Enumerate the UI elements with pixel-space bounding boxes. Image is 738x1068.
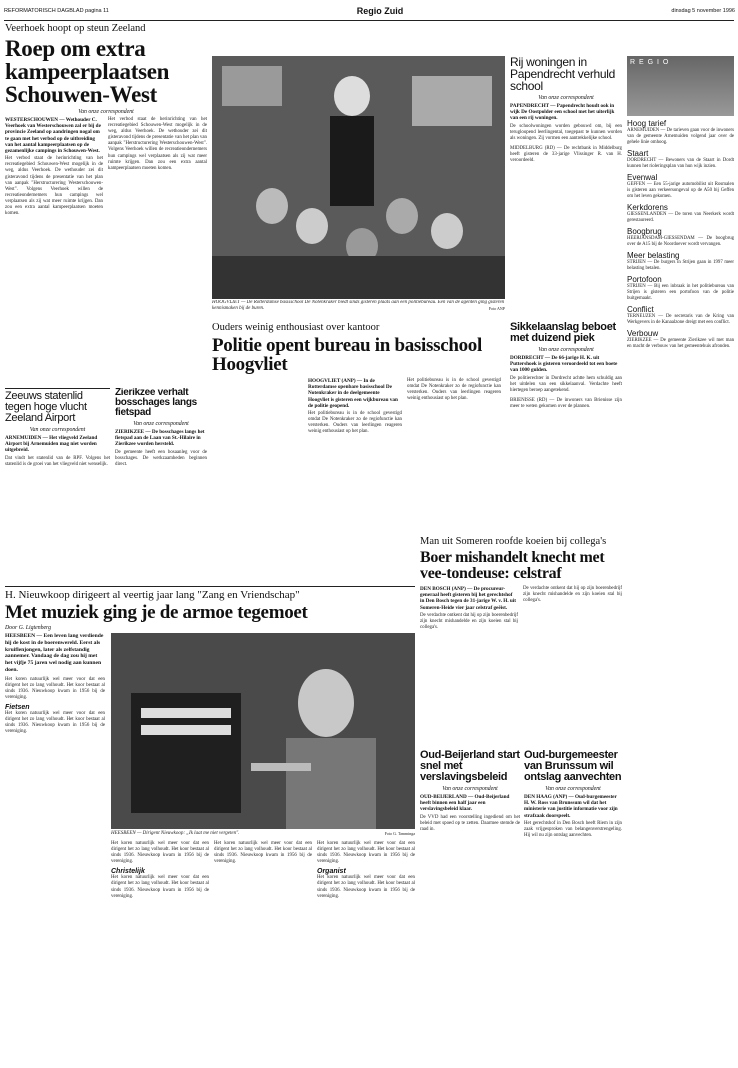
- caption-text: HOOGVLIET — De Rotterdamse basisschool De Notenkraker biedt sinds gisteren plaats aan een politiebureau. Een van de agenten ging gisteren kennismaken bij de buren.: [212, 300, 505, 311]
- article-body: Het gerechtshof in Den Bosch heeft Riem in zijn zaak vrijgesproken van belangenverstrengeling. Hij wil nu zijn ontslag aanvechten.: [524, 820, 622, 838]
- photo-scene-icon: [212, 56, 505, 299]
- article-kicker: H. Nieuwkoop dirigeert al veertig jaar lang "Zang en Vriendschap": [5, 589, 300, 601]
- regio-item-heading: Kerkdorens: [627, 203, 668, 212]
- article-byline: Van onze correspondent: [133, 421, 189, 427]
- article-body-6: Het koren natuurlijk wel meer voor dat een dirigent het zo lang volhoudt. Het koor bestaat al sinds 1936. Nieuwkoop kwam in 1956 bij de vereniging.: [317, 841, 415, 865]
- article-byline: Van onze correspondent: [545, 786, 601, 792]
- article-body-3: Het koren natuurlijk wel meer voor dat een dirigent het zo lang volhoudt. Het koor bestaat al sinds 1936. Nieuwkoop kwam in 1956 bij de vereniging.: [111, 841, 209, 865]
- article-body: Het politiebureau is in de school gevestigd omdat De Notenkraker zo de regiofunctie kan versterken. Ouders van leerlingen reageren weinig enthousiast op het plan.: [308, 411, 402, 435]
- article-body: Dat vindt het statenlid van de RPF. Volgens het statenlid is de groei van het vliegveld niet wenselijk.: [5, 455, 110, 467]
- article-byline: Van onze correspondent: [442, 786, 498, 792]
- article-lead: HOOGVLIET (ANP) — In de Rotterdamse openbare basisschool De Notenkraker in de deelgemeente Hoogvliet is gisteren een wijkbureau van de politie geopend.: [308, 378, 398, 409]
- photo-credit: Foto G. Tamminga: [384, 831, 415, 836]
- article-byline: Van onze correspondent: [78, 109, 134, 115]
- regio-list: [627, 119, 734, 350]
- article-boer: [420, 536, 622, 746]
- article-body: De VVD had een voorstelling ingediend om het beleid met spoed op te zetten. Daarmee stemde de raad in.: [420, 814, 520, 832]
- regio-item-text: STRIJEN — De burgers in Strijen gaan in 1997 meer belasting betalen.: [627, 260, 734, 271]
- article-muziek: [5, 586, 415, 1064]
- article-kicker: Man uit Someren roofde koeien bij collega's: [420, 536, 607, 547]
- regio-title: R E G I O: [630, 59, 670, 66]
- article-oudbeijerland: [420, 750, 520, 1064]
- masthead-date: dinsdag 5 november 1996: [671, 8, 735, 14]
- article-zeeuws: [5, 388, 110, 583]
- regio-item-text: HEERJANSDAM-GIESSENDAM — De boogbrug over de A15 bij de Noordoever wordt vervangen.: [627, 236, 734, 247]
- article-headline: Sikkelaanslag beboet met duizend piek: [510, 322, 616, 344]
- article-zierikzee: [115, 388, 207, 583]
- article-lead: DORDRECHT — De 66-jarige H. K. uit Puttershoek is gisteren veroordeeld tot een boete van 1000 gulden.: [510, 355, 618, 374]
- article-kampeerplaatsen: [5, 23, 207, 383]
- caption-text: HEESBEEN — Dirigent Nieuwkoop: „Ik laat me niet vergeten".: [111, 831, 240, 836]
- article-body: De schoolwoningen worden gebouwd om, bij een terugloopend leerlingental, toegepast te kunnen worden als woningen. Zij vormen een aantrekkelijke school.: [510, 123, 622, 141]
- article-sub: BRIENISSE (RD) — De inwoners van Brienisse zijn meer te weten gekomen over de plannen.: [510, 397, 622, 409]
- article-body-4: Het koren natuurlijk wel meer voor dat een dirigent het zo lang volhoudt. Het koor bestaat al sinds 1936. Nieuwkoop kwam in 1956 bij de vereniging.: [111, 875, 209, 899]
- regio-item-text: TERNEUZEN — De secretaris van de Kring van Werkgevers in de Kanaalzone dreigt met een conflict.: [627, 314, 734, 325]
- article-body: De verdachte ontkent dat hij op zijn boerenbedrijf zijn knecht mishandelde en zijn koeien stal bij collega's.: [420, 612, 518, 630]
- article-lead: DEN HAAG (ANP) — Oud-burgemeester H. W. Ross van Brunssum wil dat het ministerie van justitie informatie voor zijn strafzaak doorspeelt.: [524, 794, 618, 819]
- masthead-left: REFORMATORISCH DAGBLAD pagina 11: [4, 8, 109, 14]
- subhead-organist: Organist: [317, 868, 346, 876]
- main-photo-caption: [212, 300, 505, 318]
- article-headline: Rij woningen in Papendrecht verhuld school: [510, 56, 616, 93]
- article-kicker: Veerhoek hoopt op steun Zeeland: [5, 23, 146, 34]
- regio-item-text: ZIERIKZEE — De gemeente Zierikzee wil met man en macht de verbouw van het gemeentehuis afronden.: [627, 338, 734, 349]
- article-lead: OUD-BEIJERLAND — Oud-Beijerland heeft binnen een half jaar een verslavingsbeleid klaar.: [420, 794, 510, 813]
- article-brunssum: [524, 750, 622, 1064]
- regio-item-text: ARNEMUIDEN — De tarieven gaan voor de inwoners van de gemeente Arnemuiden volgend jaar over de gehele linie omhoog.: [627, 128, 734, 145]
- article-lead: PAPENDRECHT — Papendrecht houdt ook in wijk De Oostpolder een school met het uiterlijk van een rij woningen.: [510, 103, 615, 122]
- article-body-col2: Het verbod staat de herinrichting van het recreatiegebied Schouwen-West mogelijk in de weg, aldus Veerhoek. De wethouder zei dit gisteravond tijdens de presentatie van het plan van aanpak "Herstructurering Westerschouwen-West". Volgens Veerhoek willen de recreatieondernemers hun campings wel verplaatsen als zij wat meer ruimte krijgen. Dan zou een extra aantal kampeerplaatsen moeten komen.: [108, 117, 207, 171]
- organ-photo-icon: [111, 633, 415, 829]
- article-kicker: Ouders weinig enthousiast over kantoor: [212, 322, 380, 333]
- article-headline: Met muziek ging je de armoe tegemoet: [5, 602, 308, 623]
- regio-item-heading: Boogbrug: [627, 227, 662, 236]
- article-body-col2: De verdachte ontkent dat hij op zijn boerenbedrijf zijn knecht mishandelde en zijn koeien stal bij collega's.: [523, 586, 622, 604]
- article-headline: Zierikzee verhalt bosschages langs fietspad: [115, 388, 197, 418]
- regio-banner: [627, 56, 734, 116]
- subhead-christelijk: Christelijk: [111, 868, 145, 876]
- article-lead: ZIERIKZEE — De bosschages langs het fietspad aan de Laan van St.-Hilaire in Zierikzee worden hersteld.: [115, 429, 205, 448]
- main-photo: [212, 56, 505, 299]
- regio-item-heading: Meer belasting: [627, 251, 680, 260]
- article-body-col2: Het politiebureau is in de school gevestigd omdat De Notenkraker zo de regiofunctie kan versterken. Ouders van leerlingen reageren weinig enthousiast op het plan.: [407, 378, 501, 402]
- article-byline: Van onze correspondent: [29, 427, 86, 433]
- regio-item-heading: Evenwal: [627, 173, 658, 182]
- regio-item-heading: Verbouw: [627, 329, 659, 338]
- article-body: Het koren natuurlijk wel meer voor dat een dirigent het zo lang volhoudt. Het koor bestaat al sinds 1936. Nieuwkoop kwam in 1956 bij de vereniging.: [5, 676, 105, 701]
- regio-item-heading: Conflict: [627, 305, 654, 314]
- article-byline: Van onze correspondent: [538, 347, 594, 353]
- article-lead: DEN BOSCH (ANP) — De procureur-generaal heeft gisteren bij het gerechtshof in Den Bosch tegen de 31-jarige W. v. H. uit Someren-Heide vier jaar celstraf geëist.: [420, 586, 516, 611]
- article-body-7: Het koren natuurlijk wel meer voor dat een dirigent het zo lang volhoudt. Het koor bestaat al sinds 1936. Nieuwkoop kwam in 1956 bij de vereniging.: [317, 875, 415, 899]
- article-sikkel: [510, 322, 622, 532]
- regio-item-heading: Staart: [627, 149, 649, 158]
- article-byline: Van onze correspondent: [538, 95, 594, 101]
- article-body: Het verbod staat de herinrichting van het recreatiegebied Schouwen-West mogelijk in de weg, aldus Veerhoek. De wethouder zei dit gisteravond tijdens de presentatie van het plan van aanpak "Herstructurering Westerschouwen-West". Volgens Veerhoek willen de recreatieondernemers hun campings wel verplaatsen als zij wat meer ruimte krijgen. Dan zou een extra aantal kampeerplaatsen moeten komen.: [5, 156, 103, 217]
- article-headline: Oud-Beijerland start snel met verslavingsbeleid: [420, 750, 520, 783]
- article-body: De gemeente heeft een bosaanleg voor de bosschages. De werkzaamheden beginnen direct.: [115, 449, 207, 467]
- article-headline: Politie opent bureau in basisschool Hoogvliet: [212, 335, 482, 375]
- article-headline: Roep om extra kampeerplaatsen Schouwen-West: [5, 36, 170, 107]
- regio-item-text: DORDRECHT — Bewoners van de Staart in Dordt kunnen het rioleringsplan van hun wijk inzien.: [627, 158, 734, 169]
- article-body-5: Het koren natuurlijk wel meer voor dat een dirigent het zo lang volhoudt. Het koor bestaat al sinds 1936. Nieuwkoop kwam in 1956 bij de vereniging.: [214, 841, 312, 865]
- regio-item-heading: Hoog tarief: [627, 119, 667, 128]
- regio-sidebar: [627, 56, 734, 1066]
- article-headline: Oud-burgemeester van Brunssum wil ontslag aanvechten: [524, 750, 622, 783]
- regio-item-heading: Portofoon: [627, 275, 662, 284]
- photo-credit: Foto ANP: [488, 306, 505, 311]
- article-body-2: Het koren natuurlijk wel meer voor dat een dirigent het zo lang volhoudt. Het koor bestaat al sinds 1936. Nieuwkoop kwam in 1956 bij de vereniging.: [5, 711, 105, 735]
- regio-item-text: GEFFEN — Een 55-jarige automobilist uit Rosmalen is gisteren aan verkeersongeval op de A50 bij Geffen om het leven gekomen.: [627, 182, 734, 199]
- article-woningen: [510, 56, 622, 314]
- subhead-fietsen: Fietsen: [5, 704, 30, 712]
- article-lead: ARNEMUIDEN — Het vliegveld Zeeland Airport bij Arnemuiden mag niet worden uitgebreid.: [5, 435, 98, 454]
- muziek-photo: [111, 633, 415, 829]
- article-byline: Door G. Ligtenberg: [5, 625, 51, 631]
- article-headline: Zeeuws statenlid tegen hoge vlucht Zeeland Airport: [5, 390, 87, 424]
- article-sub: MIDDELBURG (RD) — De rechtbank in Middelburg heeft gisteren de 33-jarige Vlissinger R. van H. veroordeeld.: [510, 145, 622, 164]
- article-body: De politierechter in Dordrecht achtte hem schuldig aan het uitdelen van een sikkelaanval. Verdachte heeft hiertegen beroep aangetekend.: [510, 375, 622, 393]
- regio-item-text: GIESSENLANDEN — De toren van Neerkerk wordt gerestaureerd.: [627, 212, 734, 223]
- article-headline: Boer mishandelt knecht met vee-tondeuse: celstraf: [420, 549, 605, 582]
- section-title: Regio Zuid: [356, 6, 404, 16]
- article-lead: HEESBEEN — Een leven lang verdiende hij de kost in de boerenwereld. Eerst als kruiflenjongen, later als zelfstandig aannemer. Vandaag de dag zou hij met het vijfje 75 jaren wel nodig aan kunnen doen.: [5, 633, 104, 673]
- muziek-caption: [111, 831, 415, 837]
- article-lead: WESTERSCHOUWEN — Wethouder C. Veerhoek van Westerschouwen zal er bij de provincie Zeeland op aandringen nogal om te gaan met het verbod op de uitbreiding van het aantal kampeerplaatsen op de gezamenlijke campings in Schouwen-West.: [5, 117, 101, 155]
- regio-item-text: STRIJEN — Bij een inbraak in het politiebureau van Strijen is gisteren een portofoon van de politie buitgemaakt.: [627, 284, 734, 301]
